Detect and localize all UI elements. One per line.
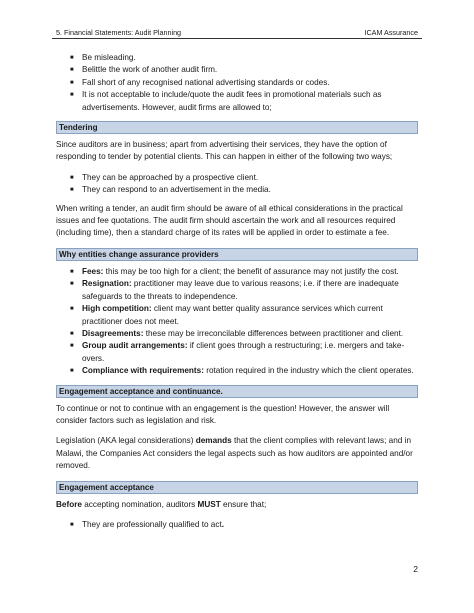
acceptance-bullet-list <box>56 519 418 531</box>
tendering-paragraph-1: Since auditors are in business; apart from advertising their services, they have the option of responding to tender by potential clients. This can happen in either of the following two ways; <box>56 140 393 162</box>
section-heading-engagement-continuance: Engagement acceptance and continuance. <box>56 385 418 398</box>
bullet-icon: ■ <box>70 368 74 375</box>
change-reasons-list <box>56 266 418 378</box>
header-rule <box>52 38 422 39</box>
list-item: ■ Belittle the work of another audit firm. <box>56 64 418 76</box>
bullet-icon: ■ <box>70 281 74 288</box>
list-item: ■ They can respond to an advertisement in the media. <box>56 184 418 196</box>
list-item: ■ Be misleading. <box>56 52 418 64</box>
list-item: ■ Group audit arrangements: if client goes through a restructuring; i.e. mergers and take-overs. <box>70 341 405 363</box>
list-item: ■ Disagreements: these may be irreconcilable differences between practitioner and client. <box>56 328 418 340</box>
bullet-icon: ■ <box>70 67 74 74</box>
list-item: ■ Fees: this may be too high for a client; the benefit of assurance may not justify the cost. <box>56 266 418 278</box>
section-heading-engagement-acceptance: Engagement acceptance <box>56 481 418 494</box>
bullet-icon: ■ <box>70 92 74 99</box>
bullet-icon: ■ <box>70 174 74 181</box>
section-heading-tendering: Tendering <box>56 121 418 134</box>
engagement-paragraph-1: To continue or not to continue with an engagement is the question! However, the answer will consider factors such as legislation and risk. <box>56 403 390 425</box>
bullet-icon: ■ <box>70 306 74 313</box>
bullet-icon: ■ <box>70 343 74 350</box>
list-item: ■ Compliance with requirements: rotation required in the industry which the client operates. <box>56 365 418 377</box>
tendering-bullet-list <box>56 172 418 197</box>
list-item: ■ It is not acceptable to include/quote the audit fees in promotional materials such as advertisements. However, audit firms are allowed to; <box>70 90 382 112</box>
tendering-paragraph-2: When writing a tender, an audit firm should be aware of all ethical considerations in the practical issues and fee quotations. The audit firm should ascertain the work and all resources required (including time), then a standard charge of its rates will be applied in order to estimate a fee. <box>56 203 403 238</box>
bullet-icon: ■ <box>70 268 74 275</box>
header-publisher: ICAM Assurance <box>364 28 418 37</box>
list-item: ■ Resignation: practitioner may leave due to various reasons; i.e. if there are inadequate safeguards to the threats to independence. <box>70 279 399 301</box>
list-item: ■ They can be approached by a prospective client. <box>56 172 418 184</box>
bullet-icon: ■ <box>70 521 74 528</box>
section-heading-change-providers: Why entities change assurance providers <box>56 248 418 261</box>
bullet-icon: ■ <box>70 79 74 86</box>
engagement-paragraph-2: Legislation (AKA legal considerations) demands that the client complies with relevant laws; and in Malawi, the Companies Act considers the legal aspects such as how auditors are appointed and/or removed. <box>56 436 413 471</box>
acceptance-paragraph: Before accepting nomination, auditors MUST ensure that; <box>56 499 267 509</box>
bullet-icon: ■ <box>70 55 74 61</box>
page-number: 2 <box>413 564 418 574</box>
page-body <box>56 52 418 531</box>
bullet-icon: ■ <box>70 187 74 194</box>
intro-bullet-list <box>56 52 418 114</box>
list-item: ■ High competition: client may want better quality assurance services which current practitioner does not meet. <box>70 304 383 326</box>
header-chapter-title: 5. Financial Statements: Audit Planning <box>56 28 182 37</box>
list-item: ■ Fall short of any recognised national advertising standards or codes. <box>56 77 418 89</box>
list-item: ■ They are professionally qualified to act. <box>56 519 418 531</box>
bullet-icon: ■ <box>70 330 74 337</box>
